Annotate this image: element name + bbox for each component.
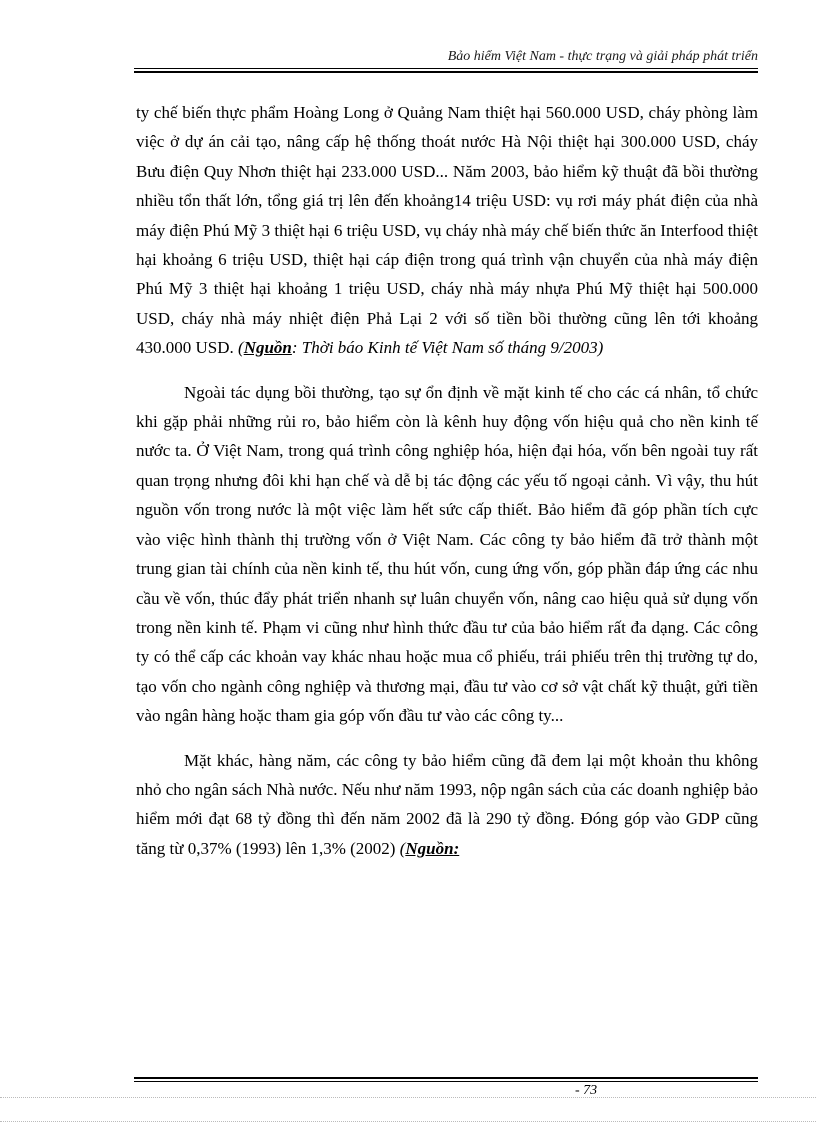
paragraph-1-paren: ( (233, 338, 244, 358)
page-bottom-line (0, 1121, 816, 1122)
footer-rule-thick (134, 1077, 758, 1079)
running-header: Bảo hiểm Việt Nam - thực trạng và giải pháp phát triển (447, 49, 758, 64)
source-citation: : Thời báo Kinh tế Việt Nam số tháng 9/2003) (291, 338, 604, 358)
source-label-tail: : (453, 838, 460, 858)
paragraph-2: Ngoài tác dụng bồi thường, tạo sự ổn định về mặt kinh tế cho các cá nhân, tổ chức khi gặp phải những rủi ro, bảo hiểm còn là kênh huy động vốn hiệu quả cho nền kinh tế nước ta. Ở Việt Nam, trong quá trình công nghiệp hóa, hiện đại hóa, vốn bên ngoài tuy rất quan trọng nhưng đôi khi hạn chế và dễ bị tác động các yếu tố ngoại cảnh. Vì vậy, thu hút nguồn vốn trong nước là một việc làm hết sức cấp thiết. Bảo hiểm đã góp phần tích cực vào việc hình thành thị trường vốn ở Việt Nam. Các công ty bảo hiểm đã trở thành một trung gian tài chính của nền kinh tế, thu hút vốn, cung ứng vốn, góp phần đáp ứng các nhu cầu về vốn, thúc đẩy phát triển nhanh sự luân chuyển vốn, nâng cao hiệu quả sử dụng vốn trong nền kinh tế. Phạm vi cũng như hình thức đầu tư của bảo hiểm rất đa dạng. Các công ty có thể cấp các khoản vay khác nhau hoặc mua cổ phiếu, trái phiếu trên thị trường tự do, tạo vốn cho ngành công nghiệp và thương mại, đầu tư vào cơ sở vật chất kỹ thuật, gửi tiền vào ngân hàng hoặc tham gia góp vốn đầu tư vào các công ty... (136, 382, 758, 726)
footer-rule-thin (134, 1081, 758, 1082)
source-label: Nguồn (243, 338, 292, 358)
header-rule-thick (134, 71, 758, 73)
page-number: - 73 (575, 1083, 598, 1098)
page-break-line (0, 1097, 816, 1098)
paragraph-1 (136, 98, 758, 363)
paragraph-3-paren: ( (395, 838, 406, 858)
paragraph-3-text: Mặt khác, hàng năm, các công ty bảo hiểm cũng đã đem lại một khoản thu không nhỏ cho ngân sách Nhà nước. Nếu như năm 1993, nộp ngân sách của các doanh nghiệp bảo hiểm mới đạt 68 tỷ đồng thì đến năm 2002 đã là 290 tỷ đồng. Đóng góp vào GDP cũng tăng từ 0,37% (1993) lên 1,3% (2002) (136, 750, 758, 858)
paragraph-1-text: ty chế biến thực phẩm Hoàng Long ở Quảng Nam thiệt hại 560.000 USD, cháy phòng làm việc ở dự án cải tạo, nâng cấp hệ thống thoát nước Hà Nội thiệt hại 300.000 USD, cháy Bưu điện Quy Nhơn thiệt hại 233.000 USD... Năm 2003, bảo hiểm kỹ thuật đã bồi thường nhiều tổn thất lớn, tổng giá trị lên đến khoảng14 triệu USD: vụ rơi máy phát điện của nhà máy điện Phú Mỹ 3 thiệt hại 6 triệu USD, vụ cháy nhà máy chế biến thức ăn Interfood thiệt hại khoảng 6 triệu USD, thiệt hại cáp điện trong quá trình vận chuyển của nhà máy điện Phú Mỹ 3 thiệt hại khoảng 1 triệu USD, cháy nhà máy nhựa Phú Mỹ thiệt hại 500.000 USD, cháy nhà máy nhiệt điện Phả Lại 2 với số tiền bồi thường cũng lên tới khoảng 430.000 USD. (136, 103, 759, 358)
paragraph-3 (136, 746, 758, 864)
source-label: Nguồn (405, 838, 454, 858)
body-text (136, 98, 758, 878)
header-rule-thin (134, 68, 758, 69)
